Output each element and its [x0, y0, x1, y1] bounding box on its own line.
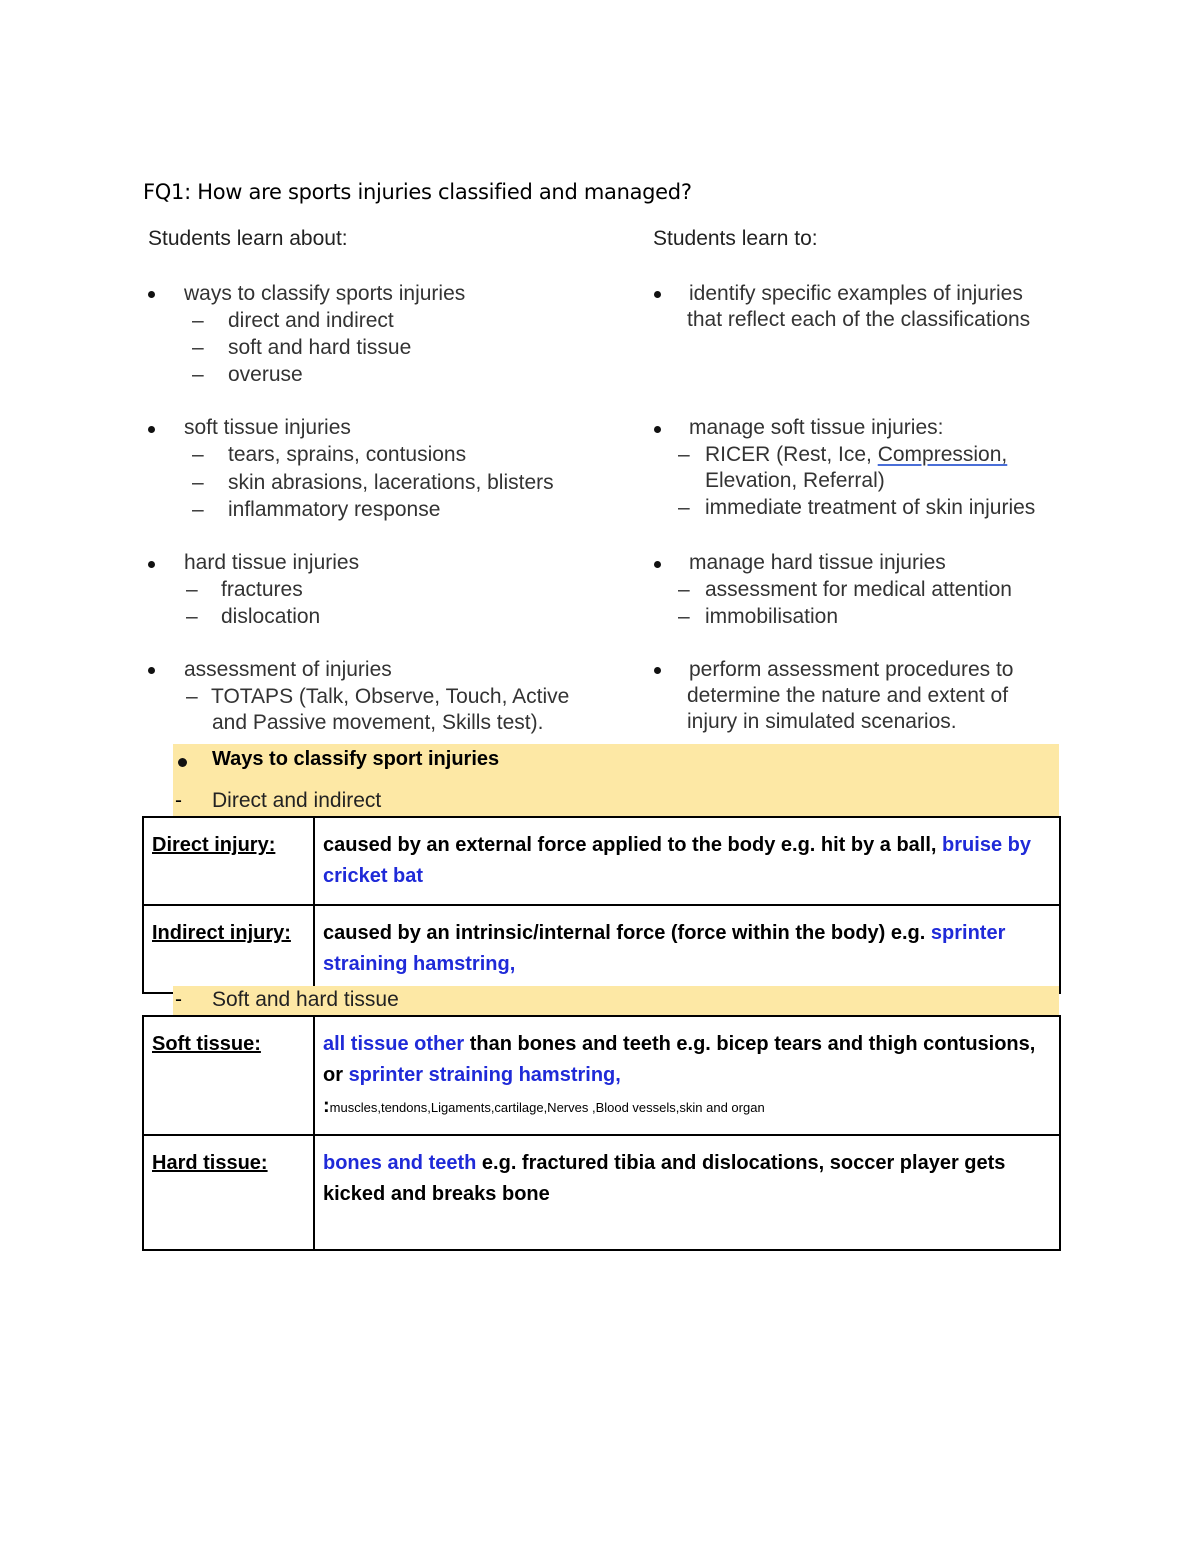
- table-row: [143, 817, 1060, 905]
- dash-icon: –: [678, 443, 690, 466]
- direct-injury-content: [314, 817, 1060, 905]
- indirect-injury-content: [314, 905, 1060, 993]
- left-item-title: assessment of injuries: [184, 658, 392, 681]
- bullet-icon: [148, 291, 155, 298]
- indirect-injury-label: Indirect injury:: [143, 905, 314, 993]
- table-row: [143, 1135, 1060, 1250]
- left-item-sub: dislocation: [221, 605, 321, 628]
- ricer-line-2: Elevation, Referral): [705, 469, 885, 492]
- right-item-line: perform assessment procedures to: [689, 658, 1014, 681]
- left-item-sub: skin abrasions, lacerations, blisters: [228, 471, 554, 494]
- dash-icon: –: [186, 578, 198, 601]
- left-column-header: Students learn about:: [148, 227, 348, 250]
- ricer-line: [705, 441, 1007, 468]
- dash-icon: –: [678, 578, 690, 601]
- left-item-sub: overuse: [228, 363, 303, 386]
- direct-indirect-table: [142, 816, 1061, 994]
- right-item-title: manage hard tissue injuries: [689, 551, 946, 574]
- content-highlight: sprinter straining hamstring,: [348, 1064, 621, 1086]
- bullet-icon: [654, 667, 661, 674]
- bullet-icon: [178, 758, 187, 767]
- dash-icon: –: [678, 605, 690, 628]
- left-item-sub: TOTAPS (Talk, Observe, Touch, Active: [211, 685, 570, 708]
- bullet-icon: [148, 561, 155, 568]
- dash-icon: –: [186, 605, 198, 628]
- left-item-sub: inflammatory response: [228, 498, 441, 521]
- dash-icon: -: [175, 789, 182, 812]
- bullet-icon: [654, 561, 661, 568]
- bullet-icon: [148, 426, 155, 433]
- right-item-sub: assessment for medical attention: [705, 578, 1012, 601]
- content-colon: :: [323, 1095, 330, 1117]
- soft-tissue-label: Soft tissue:: [143, 1016, 314, 1135]
- left-item-sub: tears, sprains, contusions: [228, 443, 467, 466]
- bullet-icon: [654, 291, 661, 298]
- left-item-sub: fractures: [221, 578, 303, 601]
- dash-icon: –: [186, 685, 198, 708]
- content-text: e.g. fractured tibia and dislocations, soccer player gets kicked and breaks bone: [323, 1152, 1006, 1205]
- right-item-sub: immobilisation: [705, 605, 839, 628]
- left-item-sub: soft and hard tissue: [228, 336, 412, 359]
- dash-icon: –: [192, 471, 204, 494]
- right-item-line: that reflect each of the classifications: [687, 308, 1031, 331]
- soft-hard-table: [142, 1015, 1061, 1251]
- dash-icon: –: [192, 498, 204, 521]
- content-highlight: bones and teeth: [323, 1152, 477, 1174]
- left-item-sub: direct and indirect: [228, 309, 394, 332]
- left-item-title: soft tissue injuries: [184, 416, 351, 439]
- right-item-line: determine the nature and extent of: [687, 684, 1009, 707]
- bullet-icon: [654, 426, 661, 433]
- page-title: FQ1: How are sports injuries classified and managed?: [143, 180, 692, 204]
- dash-icon: –: [192, 336, 204, 359]
- content-text: caused by an external force applied to the body e.g. hit by a ball,: [323, 834, 943, 856]
- soft-tissue-content: [314, 1016, 1060, 1135]
- right-item-title: manage soft tissue injuries:: [689, 416, 944, 439]
- left-item-title: hard tissue injuries: [184, 551, 360, 574]
- content-text: caused by an intrinsic/internal force (force within the body) e.g.: [323, 922, 931, 944]
- subheading-direct-indirect: Direct and indirect: [212, 789, 382, 812]
- bullet-icon: [148, 667, 155, 674]
- table-row: [143, 905, 1060, 993]
- left-item-sub: and Passive movement, Skills test).: [212, 711, 544, 734]
- section-bullet: Ways to classify sport injuries: [212, 748, 500, 770]
- left-item-title: ways to classify sports injuries: [184, 282, 466, 305]
- dash-icon: -: [175, 988, 182, 1011]
- right-item-line: injury in simulated scenarios.: [687, 710, 957, 733]
- table-row: [143, 1016, 1060, 1135]
- dash-icon: –: [678, 496, 690, 519]
- right-item-line: identify specific examples of injuries: [689, 282, 1023, 305]
- content-highlight: bruise by cricket bat: [323, 834, 1031, 887]
- right-item-sub: immediate treatment of skin injuries: [705, 496, 1036, 519]
- subheading-soft-hard: Soft and hard tissue: [212, 988, 399, 1011]
- content-highlight: all tissue other: [323, 1033, 465, 1055]
- direct-injury-label: Direct injury:: [143, 817, 314, 905]
- ricer-compression: Compression,: [877, 443, 1008, 466]
- dash-icon: –: [192, 363, 204, 386]
- ricer-text: RICER (Rest, Ice,: [705, 443, 878, 466]
- right-column-header: Students learn to:: [653, 227, 818, 250]
- soft-tissue-list: muscles,tendons,Ligaments,cartilage,Nerves ,Blood vessels,skin and organ: [329, 1100, 765, 1115]
- dash-icon: –: [192, 443, 204, 466]
- content-highlight: sprinter straining hamstring,: [323, 922, 1006, 975]
- content-text: than bones and teeth e.g. bicep tears and thigh contusions, or: [323, 1033, 1036, 1086]
- dash-icon: –: [192, 309, 204, 332]
- hard-tissue-content: [314, 1135, 1060, 1250]
- hard-tissue-label: Hard tissue:: [143, 1135, 314, 1250]
